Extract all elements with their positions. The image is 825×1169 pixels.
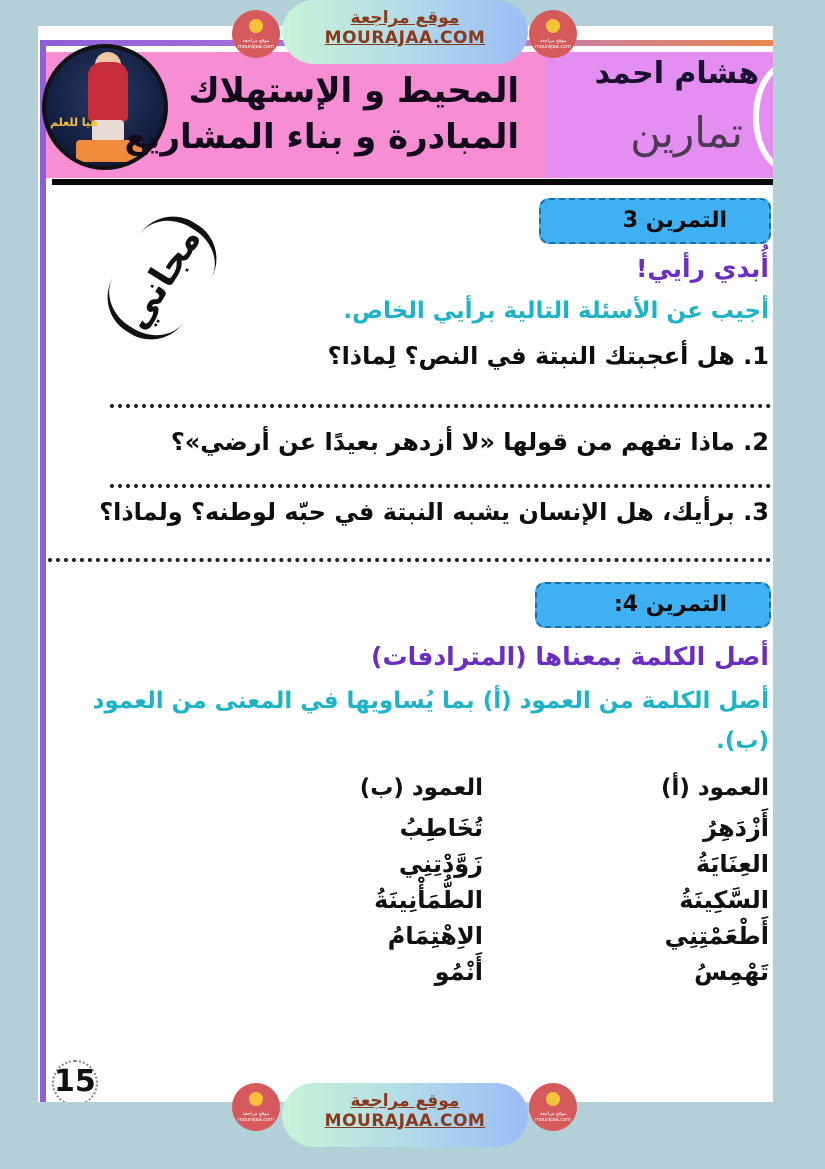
mascot-body-icon xyxy=(88,62,128,122)
watermark-arabic[interactable]: موقع مراجعة xyxy=(350,8,460,28)
logo-coin-icon xyxy=(546,1092,560,1106)
left-border-rule xyxy=(40,40,46,1102)
exercise-4-heading: أصل الكلمة بمعناها (المترادفات) xyxy=(371,642,769,671)
column-a-item[interactable]: أَزْدَهِرُ xyxy=(703,814,769,842)
column-b-header: العمود (ب) xyxy=(359,775,483,801)
answer-line-1[interactable] xyxy=(110,404,771,408)
banner-title-area xyxy=(46,52,545,178)
logo-coin-icon xyxy=(249,1092,263,1106)
column-a-item[interactable]: السَّكِينَةُ xyxy=(679,886,769,914)
page-title xyxy=(124,68,519,160)
exercise-4-title xyxy=(535,582,771,628)
exercise-4-title-text: التمرين 4: xyxy=(613,592,727,617)
column-b-item[interactable]: الاِهْتِمَامُ xyxy=(387,922,483,950)
exercise-4-instruction-line-1: أصل الكلمة من العمود (أ) بما يُساويها في المعنى من العمود xyxy=(92,688,769,714)
answer-line-3[interactable] xyxy=(48,558,771,562)
logo-coin-icon xyxy=(546,19,560,33)
logo-coin-icon xyxy=(249,19,263,33)
worksheet-page xyxy=(38,26,773,1102)
column-a-item[interactable]: العِنَايَةُ xyxy=(695,850,769,878)
column-b-item[interactable]: أَنْمُو xyxy=(434,958,483,986)
watermark-latin[interactable]: MOURAJAA.COM xyxy=(324,1111,486,1131)
column-b-item[interactable]: زَوَّدْتِنِي xyxy=(398,850,483,878)
logo-text: هيا للعلم xyxy=(50,116,99,129)
title-line-2: المبادرة و بناء المشاريع xyxy=(124,117,519,157)
page-number xyxy=(48,1060,104,1102)
question-3: 3. برأيك، هل الإنسان يشبه النبتة في حبّه لوطنه؟ ولماذا؟ xyxy=(99,498,769,526)
exercise-3-instruction: أجيب عن الأسئلة التالية برأيي الخاص. xyxy=(343,298,769,324)
watermark-latin[interactable]: MOURAJAA.COM xyxy=(324,28,486,48)
author-name: هشام احمد xyxy=(594,56,759,91)
question-1: 1. هل أعجبتك النبتة في النص؟ لِماذا؟ xyxy=(327,342,769,370)
badge-caption: موقع مراجعة mourajaa.com xyxy=(237,38,274,50)
watermark-badge-right-bottom xyxy=(529,1083,577,1131)
badge-caption: موقع مراجعة mourajaa.com xyxy=(237,1111,274,1123)
exercise-3-title-text: التمرين 3 xyxy=(622,208,727,233)
watermark-top[interactable] xyxy=(282,0,528,64)
watermark-arabic[interactable]: موقع مراجعة xyxy=(350,1091,460,1111)
watermark-bottom[interactable] xyxy=(282,1083,528,1147)
exercise-3-title xyxy=(539,198,771,244)
answer-line-2[interactable] xyxy=(110,484,771,488)
banner-author-area xyxy=(545,52,773,178)
watermark-badge-left-bottom xyxy=(232,1083,280,1131)
free-stamp xyxy=(92,201,231,354)
question-2: 2. ماذا تفهم من قولها «لا أزدهر بعيدًا عن أرضي»؟ xyxy=(170,428,769,456)
exercise-3-heading: أُبدي رأيي! xyxy=(635,254,769,283)
column-a-item[interactable]: تَهْمِسُ xyxy=(694,958,769,986)
banner-underline xyxy=(52,179,773,185)
column-b xyxy=(360,770,483,990)
watermark-badge-right-top xyxy=(529,10,577,58)
exercise-4-instruction-line-2: (ب). xyxy=(716,728,769,754)
column-a-header: العمود (أ) xyxy=(660,775,769,801)
column-a xyxy=(661,770,769,990)
badge-caption: موقع مراجعة mourajaa.com xyxy=(534,1111,571,1123)
page-number-text: 15 xyxy=(54,1064,96,1099)
badge-caption: موقع مراجعة mourajaa.com xyxy=(534,38,571,50)
watermark-badge-left-top xyxy=(232,10,280,58)
title-line-1: المحيط و الإستهلاك xyxy=(188,71,519,111)
column-a-item[interactable]: أَطْعَمْتِنِي xyxy=(664,922,769,950)
column-b-item[interactable]: الطُّمَأْنِينَةُ xyxy=(374,886,483,914)
header-banner xyxy=(46,52,773,178)
free-stamp-label: مجاني xyxy=(115,219,209,337)
column-b-item[interactable]: تُخَاطِبُ xyxy=(399,814,483,842)
section-label: تمارين xyxy=(630,108,743,157)
